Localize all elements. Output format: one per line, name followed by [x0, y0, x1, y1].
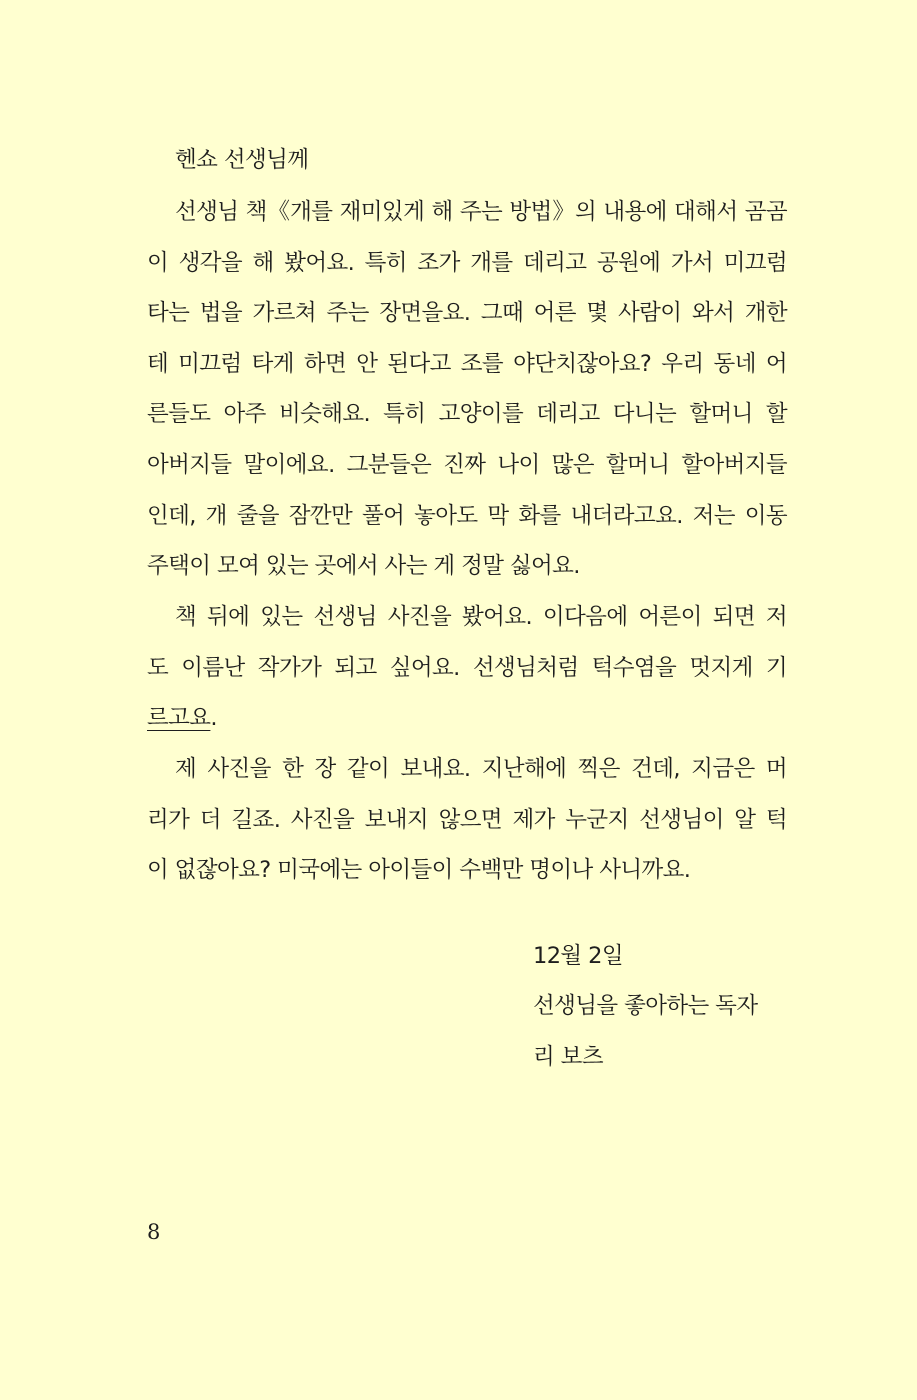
paragraph-1-line-4: 테 미끄럼 타게 하면 안 된다고 조를 야단치잖아요? 우리 동네 어: [147, 351, 787, 377]
underlined-text: 르고요: [147, 705, 211, 731]
paragraph-2-line-1: 책 뒤에 있는 선생님 사진을 봤어요. 이다음에 어른이 되면 저: [175, 604, 787, 630]
paragraph-1-line-8: 주택이 모여 있는 곳에서 사는 게 정말 싫어요.: [147, 553, 580, 579]
period: .: [210, 705, 217, 731]
paragraph-2-line-3: [147, 703, 787, 733]
paragraph-1-line-2: 이 생각을 해 봤어요. 특히 조가 개를 데리고 공원에 가서 미끄럼: [147, 250, 787, 276]
signature-date: 12월 2일: [533, 943, 623, 969]
signature-name: 리 보츠: [533, 1044, 603, 1070]
paragraph-3-line-2: 리가 더 길죠. 사진을 보내지 않으면 제가 누군지 선생님이 알 턱: [147, 807, 787, 833]
letter-greeting: 헨쇼 선생님께: [175, 147, 309, 173]
page-number: 8: [147, 1220, 161, 1244]
paragraph-1-line-7: 인데, 개 줄을 잠깐만 풀어 놓아도 막 화를 내더라고요. 저는 이동: [147, 503, 787, 529]
paragraph-3-line-3: 이 없잖아요? 미국에는 아이들이 수백만 명이나 사니까요.: [147, 857, 691, 883]
paragraph-3-line-1: 제 사진을 한 장 같이 보내요. 지난해에 찍은 건데, 지금은 머: [175, 756, 787, 782]
paragraph-1-line-3: 타는 법을 가르쳐 주는 장면을요. 그때 어른 몇 사람이 와서 개한: [147, 300, 787, 326]
paragraph-1-line-5: 른들도 아주 비슷해요. 특히 고양이를 데리고 다니는 할머니 할: [147, 401, 787, 427]
signature-closing: 선생님을 좋아하는 독자: [533, 993, 758, 1019]
paragraph-1-line-1: 선생님 책《개를 재미있게 해 주는 방법》의 내용에 대해서 곰곰: [175, 199, 787, 225]
paragraph-1-line-6: 아버지들 말이에요. 그분들은 진짜 나이 많은 할머니 할아버지들: [147, 452, 787, 478]
paragraph-2-line-2: 도 이름난 작가가 되고 싶어요. 선생님처럼 턱수염을 멋지게 기: [147, 655, 787, 681]
